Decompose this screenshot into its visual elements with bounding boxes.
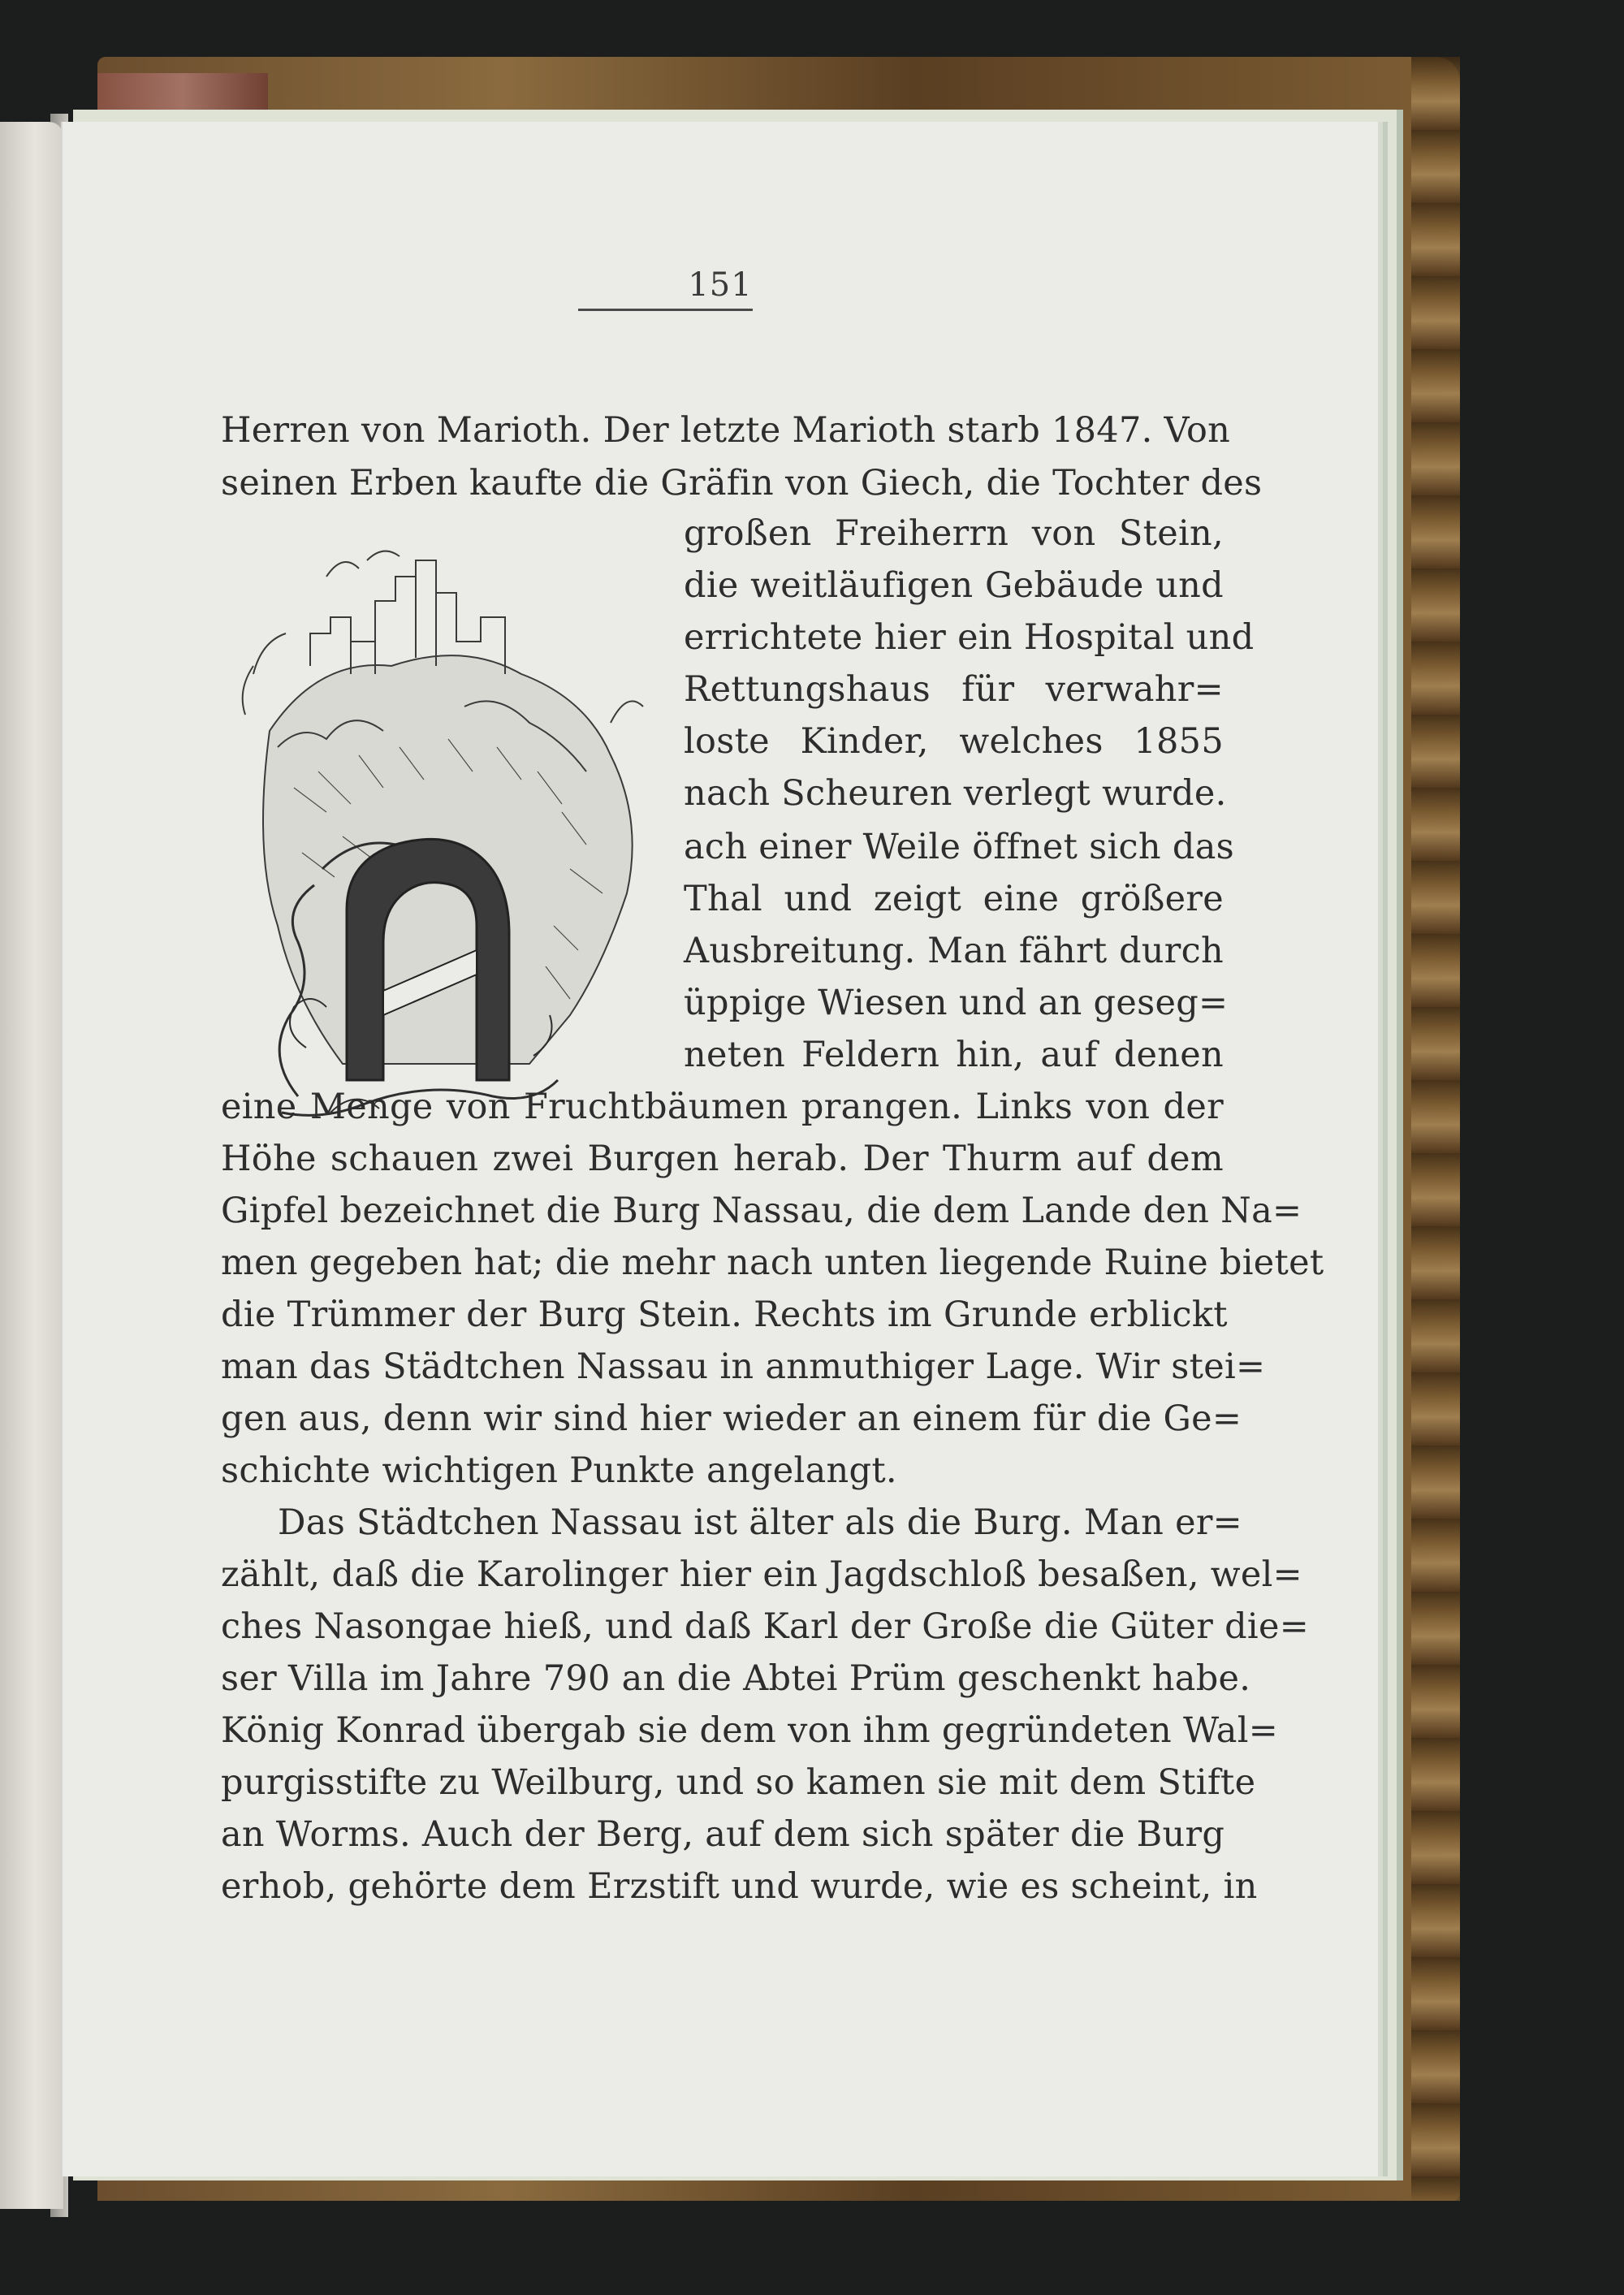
text-line: ches Nasongae hieß, und daß Karl der Große die Güter die= <box>221 1606 1310 1647</box>
text-line: Höhe schauen zwei Burgen herab. Der Thurm auf dem <box>221 1139 1224 1179</box>
text-line: die Trümmer der Burg Stein. Rechts im Grunde erblickt <box>221 1294 1228 1335</box>
text-line: Gipfel bezeichnet die Burg Nassau, die dem Lande den Na= <box>221 1191 1302 1231</box>
decorative-drop-cap-n <box>249 788 590 1129</box>
text-line: Ausbreitung. Man fährt durch <box>684 931 1224 971</box>
text-line: die weitläufigen Gebäude und <box>684 565 1224 606</box>
text-line: men gegeben hat; die mehr nach unten liegende Ruine bietet <box>221 1243 1324 1283</box>
page-number: 151 <box>688 266 753 304</box>
text-line: ach einer Weile öffnet sich das <box>684 827 1235 867</box>
text-line: eine Menge von Fruchtbäumen prangen. Links von der <box>221 1087 1224 1127</box>
left-page <box>0 122 63 2209</box>
text-line: nach Scheuren verlegt wurde. <box>684 773 1227 814</box>
text-line: seinen Erben kaufte die Gräfin von Giech, die Tochter des <box>221 463 1263 504</box>
text-line: purgisstifte zu Weilburg, und so kamen sie mit dem Stifte <box>221 1762 1256 1803</box>
text-line: König Konrad übergab sie dem von ihm gegründeten Wal= <box>221 1710 1279 1751</box>
text-line: man das Städtchen Nassau in anmuthiger Lage. Wir stei= <box>221 1346 1266 1387</box>
text-line: an Worms. Auch der Berg, auf dem sich später die Burg <box>221 1814 1225 1855</box>
text-line: loste Kinder, welches 1855 <box>684 721 1224 762</box>
text-line: ser Villa im Jahre 790 an die Abtei Prüm geschenkt habe. <box>221 1658 1251 1699</box>
header-rule <box>578 309 753 311</box>
text-line: Thal und zeigt eine größere <box>684 879 1224 919</box>
text-line: Herren von Marioth. Der letzte Marioth starb 1847. Von <box>221 410 1231 451</box>
text-line: üppige Wiesen und an geseg= <box>684 983 1229 1023</box>
text-line: gen aus, denn wir sind hier wieder an einem für die Ge= <box>221 1398 1242 1439</box>
text-line: zählt, daß die Karolinger hier ein Jagdschloß besaßen, wel= <box>221 1554 1302 1595</box>
text-line: neten Feldern hin, auf denen <box>684 1035 1224 1075</box>
paragraph-first-line: Das Städtchen Nassau ist älter als die Burg. Man er= <box>278 1502 1243 1543</box>
text-line: großen Freiherrn von Stein, <box>684 513 1224 554</box>
text-line: Rettungshaus für verwahr= <box>684 669 1224 710</box>
book-page <box>61 122 1378 2176</box>
text-line: erhob, gehörte dem Erzstift und wurde, wie es scheint, in <box>221 1866 1258 1907</box>
text-line: errichtete hier ein Hospital und <box>684 617 1255 658</box>
text-line: schichte wichtigen Punkte angelangt. <box>221 1450 897 1491</box>
